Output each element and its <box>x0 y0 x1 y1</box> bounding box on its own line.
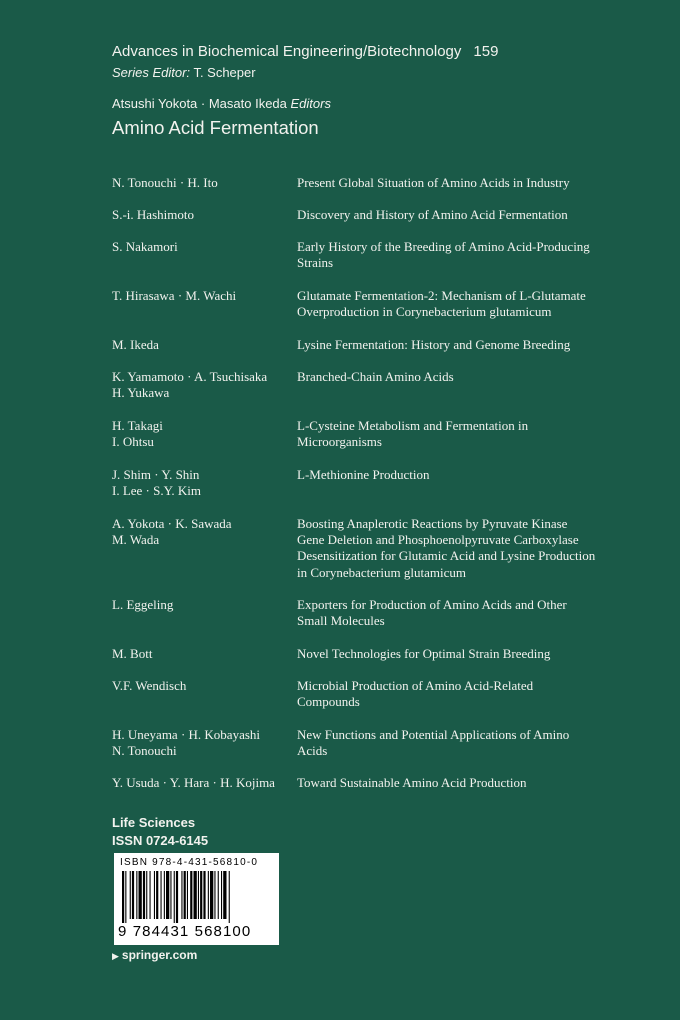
title-line: Microorganisms <box>297 434 382 450</box>
toc-entry <box>112 337 632 353</box>
title-line: Discovery and History of Amino Acid Fermentation <box>297 207 568 222</box>
title-line: Acids <box>297 743 328 759</box>
toc-authors <box>112 418 297 450</box>
toc-entry <box>112 678 632 710</box>
barcode-bar <box>122 871 124 923</box>
barcode-bar <box>136 871 137 919</box>
series-editor-line <box>112 65 256 80</box>
toc-chapter-title <box>297 727 632 759</box>
toc-authors <box>112 646 297 662</box>
title-line: in Corynebacterium glutamicum <box>297 564 466 580</box>
toc-chapter-title <box>297 418 632 450</box>
barcode-bar <box>194 871 197 919</box>
barcode-bar <box>208 871 209 919</box>
barcode-bar <box>154 871 155 919</box>
editors-label: Editors <box>290 96 331 111</box>
barcode-bar <box>150 871 151 919</box>
author-line: V.F. Wendisch <box>112 678 187 693</box>
toc-entry <box>112 775 632 791</box>
toc-authors <box>112 597 297 629</box>
author-line: M. Wada <box>112 532 160 548</box>
author-line: S. Nakamori <box>112 239 178 254</box>
toc-chapter-title <box>297 775 632 791</box>
barcode-bar <box>156 871 158 919</box>
toc-authors <box>112 727 297 759</box>
springer-url: springer.com <box>121 948 198 962</box>
toc-authors <box>112 516 297 581</box>
toc-chapter-title <box>297 369 632 401</box>
subject-label: Life Sciences <box>112 815 196 830</box>
author-line: S.-i. Hashimoto <box>112 207 194 222</box>
barcode-bar <box>221 871 222 919</box>
toc-chapter-title <box>297 597 632 629</box>
toc-authors <box>112 467 297 499</box>
title-line: Exporters for Production of Amino Acids and Other <box>297 597 567 612</box>
barcode-bar <box>229 871 230 923</box>
barcode-bar <box>132 871 134 919</box>
title-line: Gene Deletion and Phosphoenolpyruvate Carboxylase <box>297 532 579 548</box>
toc-authors <box>112 678 297 710</box>
toc-chapter-title <box>297 646 632 662</box>
toc-entry <box>112 727 632 759</box>
barcode <box>114 853 279 945</box>
title-line: New Functions and Potential Applications of Amino <box>297 727 570 742</box>
barcode-bar <box>176 871 178 923</box>
toc-chapter-title <box>297 239 632 271</box>
springer-link[interactable] <box>112 948 197 962</box>
author-line: M. Bott <box>112 646 153 661</box>
title-line: Toward Sustainable Amino Acid Production <box>297 775 527 790</box>
toc-chapter-title <box>297 175 632 191</box>
toc-entry <box>112 175 632 191</box>
toc-chapter-title <box>297 467 632 499</box>
barcode-bar <box>203 871 205 919</box>
toc-authors <box>112 288 297 320</box>
title-line: Strains <box>297 255 334 271</box>
barcode-bar <box>161 871 162 919</box>
barcode-digits: 9 784431 568100 <box>118 923 252 940</box>
toc-entry <box>112 239 632 271</box>
barcode-bars <box>120 871 273 923</box>
barcode-bar <box>218 871 219 919</box>
toc-authors <box>112 369 297 401</box>
subject-block <box>112 814 208 850</box>
barcode-bar <box>174 871 175 923</box>
toc-entry <box>112 207 632 223</box>
barcode-bar <box>200 871 202 919</box>
toc-entry <box>112 516 632 581</box>
toc-chapter-title <box>297 288 632 320</box>
author-line: L. Eggeling <box>112 597 174 612</box>
toc-entry <box>112 467 632 499</box>
toc-chapter-title <box>297 207 632 223</box>
author-line: N. Tonouchi <box>112 743 177 759</box>
title-line: Glutamate Fermentation-2: Mechanism of L-Glutamate <box>297 288 586 303</box>
barcode-bar <box>181 871 182 919</box>
author-line: Y. Usuda · Y. Hara · H. Kojima <box>112 775 275 790</box>
barcode-bar <box>214 871 215 919</box>
author-line: I. Ohtsu <box>112 434 154 450</box>
barcode-bar <box>139 871 142 919</box>
toc-chapter-title <box>297 337 632 353</box>
volume-number: 159 <box>473 43 499 60</box>
isbn-text: ISBN 978-4-431-56810-0 <box>120 857 259 868</box>
toc-authors <box>112 175 297 191</box>
title-line: Overproduction in Corynebacterium glutamicum <box>297 304 552 320</box>
author-line: K. Yamamoto · A. Tsuchisaka <box>112 369 268 384</box>
series-name: Advances in Biochemical Engineering/Biotechnology <box>112 43 462 60</box>
title-line: L-Methionine Production <box>297 467 430 482</box>
title-line: Present Global Situation of Amino Acids in Industry <box>297 175 570 190</box>
author-line: N. Tonouchi · H. Ito <box>112 175 218 190</box>
toc-authors <box>112 207 297 223</box>
author-line: H. Takagi <box>112 418 163 433</box>
author-line: M. Ikeda <box>112 337 159 352</box>
title-line: L-Cysteine Metabolism and Fermentation in <box>297 418 529 433</box>
title-line: Lysine Fermentation: History and Genome Breeding <box>297 337 571 352</box>
author-line: T. Hirasawa · M. Wachi <box>112 288 237 303</box>
title-line: Novel Technologies for Optimal Strain Breeding <box>297 646 551 661</box>
series-title <box>112 43 498 60</box>
author-line: A. Yokota · K. Sawada <box>112 516 232 531</box>
barcode-bar <box>210 871 213 919</box>
title-line: Early History of the Breeding of Amino Acid-Producing <box>297 239 590 254</box>
barcode-bar <box>170 871 171 919</box>
toc-entry <box>112 646 632 662</box>
title-line: Microbial Production of Amino Acid-Related <box>297 678 534 693</box>
toc-chapter-title <box>297 678 632 710</box>
toc-entry <box>112 418 632 450</box>
arrow-icon: ▶ <box>112 951 119 961</box>
barcode-bar <box>130 871 131 919</box>
barcode-bar <box>198 871 199 919</box>
title-line: Boosting Anaplerotic Reactions by Pyruvate Kinase <box>297 516 568 531</box>
toc-entry <box>112 597 632 629</box>
series-editor-name: T. Scheper <box>193 65 256 80</box>
toc-authors <box>112 239 297 271</box>
title-line: Compounds <box>297 694 360 710</box>
editors-line <box>112 96 331 111</box>
barcode-bar <box>187 871 188 919</box>
barcode-bar <box>223 871 226 919</box>
title-line: Branched-Chain Amino Acids <box>297 369 454 384</box>
barcode-bar <box>166 871 169 919</box>
toc-entry <box>112 288 632 320</box>
author-line: H. Uneyama · H. Kobayashi <box>112 727 261 742</box>
author-line: J. Shim · Y. Shin <box>112 467 200 482</box>
author-line: I. Lee · S.Y. Kim <box>112 483 201 499</box>
author-line: H. Yukawa <box>112 385 170 401</box>
series-editor-label: Series Editor: <box>112 65 191 80</box>
title-line: Desensitization for Glutamic Acid and Lysine Production <box>297 548 596 564</box>
title-line: Small Molecules <box>297 613 385 629</box>
barcode-bar <box>190 871 192 919</box>
barcode-bar <box>184 871 186 919</box>
toc-chapter-title <box>297 516 632 581</box>
barcode-bar <box>125 871 126 923</box>
barcode-bar <box>164 871 165 919</box>
toc-authors <box>112 337 297 353</box>
editor-names: Atsushi Yokota · Masato Ikeda <box>112 96 287 111</box>
toc-entry <box>112 369 632 401</box>
barcode-bar <box>143 871 145 919</box>
barcode-bar <box>146 871 147 919</box>
book-title: Amino Acid Fermentation <box>112 117 319 138</box>
toc-authors <box>112 775 297 791</box>
issn-label: ISSN 0724-6145 <box>112 833 209 848</box>
